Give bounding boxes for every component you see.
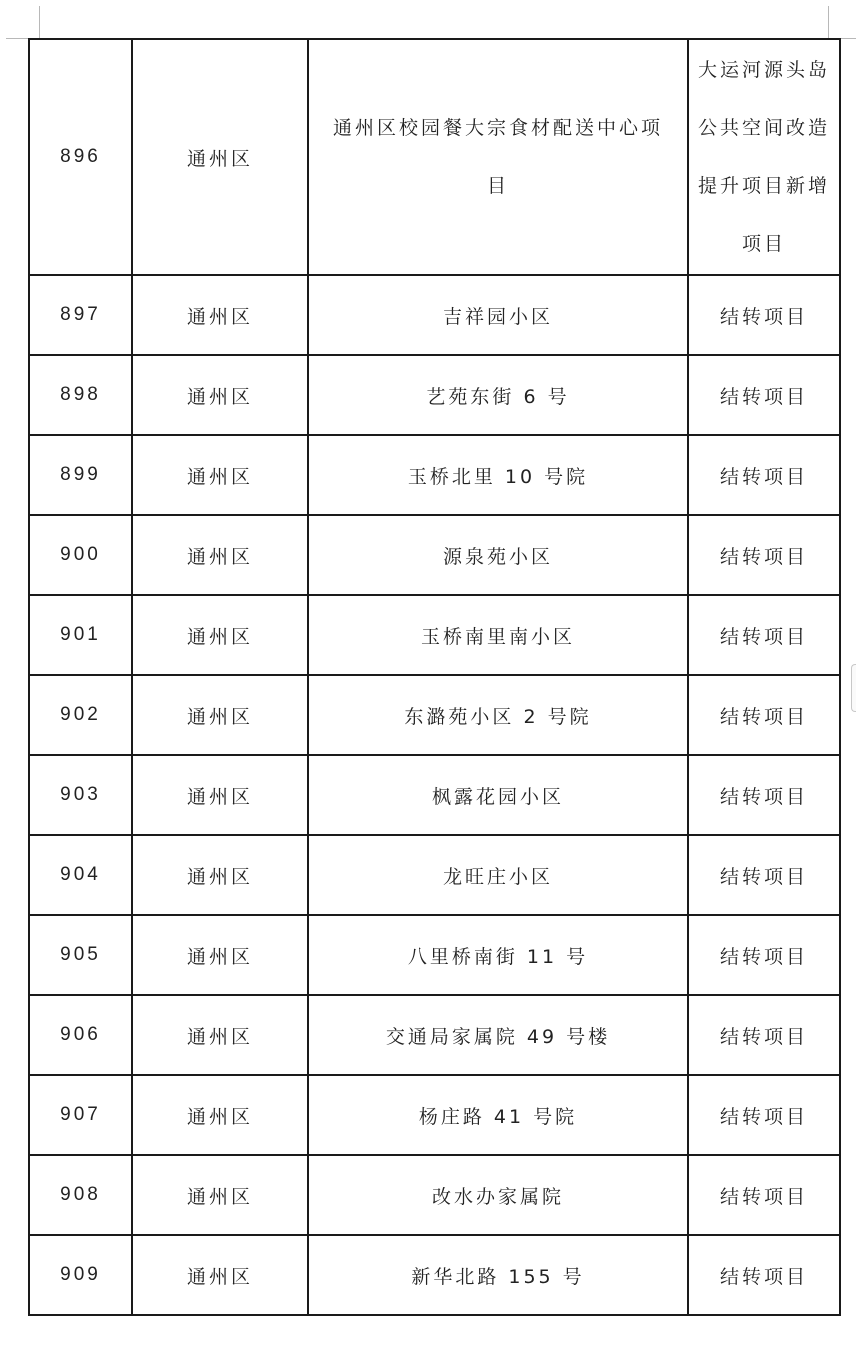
table-row	[29, 915, 840, 995]
district-cell: 通州区	[132, 835, 308, 915]
project-name-cell: 龙旺庄小区	[308, 835, 688, 915]
project-name-cell: 杨庄路 41 号院	[308, 1075, 688, 1155]
project-name-cell: 玉桥南里南小区	[308, 595, 688, 675]
row-number: 909	[29, 1235, 132, 1315]
table-row	[29, 435, 840, 515]
project-type-cell: 结转项目	[688, 275, 840, 355]
district-cell: 通州区	[132, 1155, 308, 1235]
table-row	[29, 515, 840, 595]
project-type-cell: 结转项目	[688, 435, 840, 515]
page-margin-mark-left	[39, 6, 40, 38]
project-type-cell: 结转项目	[688, 1075, 840, 1155]
project-name-cell: 玉桥北里 10 号院	[308, 435, 688, 515]
project-name-cell: 源泉苑小区	[308, 515, 688, 595]
table-row	[29, 755, 840, 835]
district-cell: 通州区	[132, 515, 308, 595]
row-number: 899	[29, 435, 132, 515]
district-cell: 通州区	[132, 435, 308, 515]
table-row	[29, 1155, 840, 1235]
table-row	[29, 995, 840, 1075]
project-name-cell: 新华北路 155 号	[308, 1235, 688, 1315]
project-type-cell: 结转项目	[688, 755, 840, 835]
district-cell: 通州区	[132, 995, 308, 1075]
district-cell: 通州区	[132, 595, 308, 675]
project-type-cell: 结转项目	[688, 1235, 840, 1315]
project-type-cell: 大运河源头岛公共空间改造提升项目新增项目	[688, 39, 840, 275]
project-name-cell: 艺苑东街 6 号	[308, 355, 688, 435]
project-name-cell: 八里桥南街 11 号	[308, 915, 688, 995]
district-cell: 通州区	[132, 675, 308, 755]
project-type-cell: 结转项目	[688, 595, 840, 675]
district-cell: 通州区	[132, 39, 308, 275]
table-row	[29, 675, 840, 755]
district-cell: 通州区	[132, 355, 308, 435]
project-type-cell: 结转项目	[688, 915, 840, 995]
side-scroll-handle[interactable]	[851, 664, 856, 712]
district-cell: 通州区	[132, 1075, 308, 1155]
table-row	[29, 1075, 840, 1155]
project-type-cell: 结转项目	[688, 1155, 840, 1235]
row-number: 896	[29, 39, 132, 275]
project-name-cell: 枫露花园小区	[308, 755, 688, 835]
row-number: 904	[29, 835, 132, 915]
row-number: 897	[29, 275, 132, 355]
page-margin-mark-right	[828, 6, 829, 38]
project-type-cell: 结转项目	[688, 835, 840, 915]
table-row	[29, 1235, 840, 1315]
project-type-cell: 结转项目	[688, 515, 840, 595]
district-cell: 通州区	[132, 755, 308, 835]
row-number: 898	[29, 355, 132, 435]
district-cell: 通州区	[132, 275, 308, 355]
project-name-cell: 改水办家属院	[308, 1155, 688, 1235]
row-number: 908	[29, 1155, 132, 1235]
row-number: 902	[29, 675, 132, 755]
table-row	[29, 39, 840, 275]
row-number: 905	[29, 915, 132, 995]
project-name-cell: 吉祥园小区	[308, 275, 688, 355]
project-type-cell: 结转项目	[688, 675, 840, 755]
project-table	[28, 38, 841, 1316]
row-number: 901	[29, 595, 132, 675]
table-row	[29, 595, 840, 675]
district-cell: 通州区	[132, 1235, 308, 1315]
project-name-cell: 交通局家属院 49 号楼	[308, 995, 688, 1075]
row-number: 900	[29, 515, 132, 595]
project-type-cell: 结转项目	[688, 355, 840, 435]
district-cell: 通州区	[132, 915, 308, 995]
row-number: 907	[29, 1075, 132, 1155]
project-name-cell: 通州区校园餐大宗食材配送中心项目	[308, 39, 688, 275]
row-number: 903	[29, 755, 132, 835]
table-row	[29, 275, 840, 355]
project-name-cell: 东潞苑小区 2 号院	[308, 675, 688, 755]
row-number: 906	[29, 995, 132, 1075]
project-type-cell: 结转项目	[688, 995, 840, 1075]
table-row	[29, 355, 840, 435]
table-row	[29, 835, 840, 915]
